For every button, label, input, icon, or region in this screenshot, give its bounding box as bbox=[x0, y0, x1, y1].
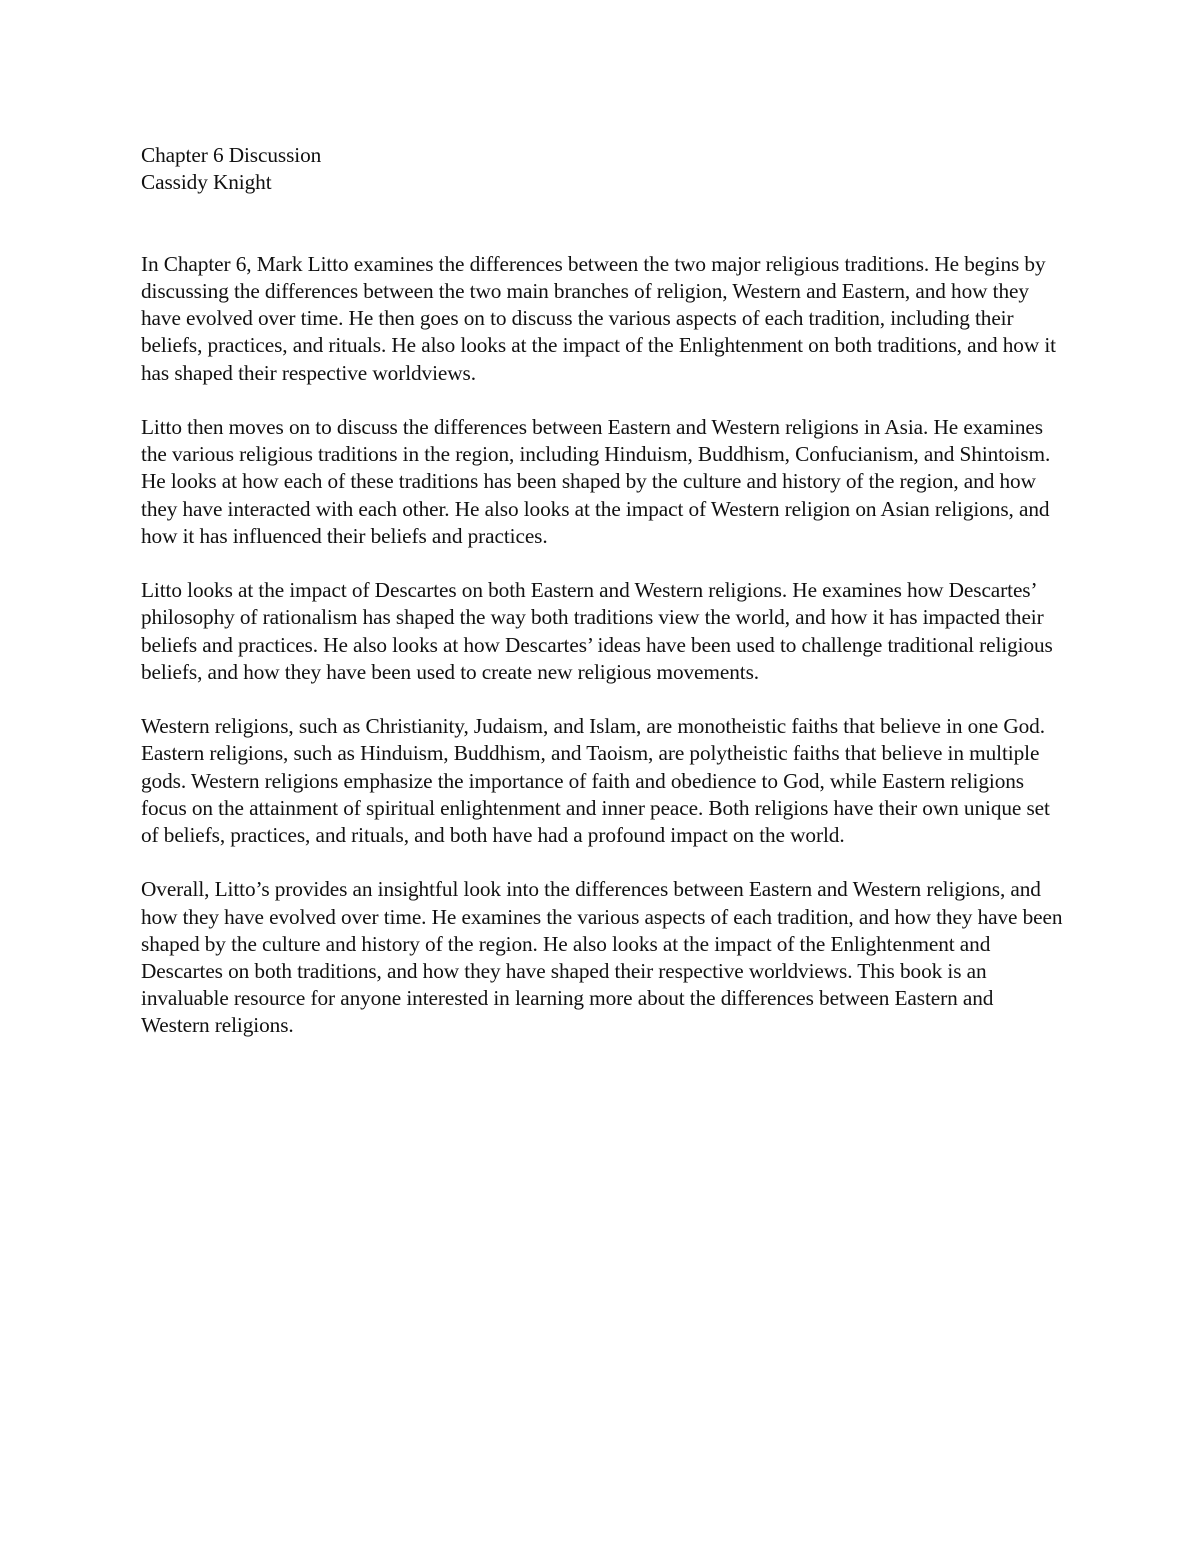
paragraph-asia: Litto then moves on to discuss the differences between Eastern and Western religions in Asia. He examines the various religious traditions in the region, including Hinduism, Buddhism, Confucianism, and Shintoism. He looks at how each of these traditions has been shaped by the culture and history of the region, and how they have interacted with each other. He also looks at the impact of Western religion on Asian religions, and how it has influenced their beliefs and practices. bbox=[141, 415, 1051, 548]
paragraph-intro: In Chapter 6, Mark Litto examines the differences between the two major religious traditions. He begins by discussing the differences between the two main branches of religion, Western and Eastern, and how they have evolved over time. He then goes on to discuss the various aspects of each tradition, including their beliefs, practices, and rituals. He also looks at the impact of the Enlightenment on both traditions, and how it has shaped their respective worldviews. bbox=[141, 251, 1056, 385]
document-body bbox=[141, 142, 1066, 1040]
paragraph-descartes: Litto looks at the impact of Descartes on both Eastern and Western religions. He examines how Descartes’ philosophy of rationalism has shaped the way both traditions view the world, and how it has impacted their beliefs and practices. He also looks at how Descartes’ ideas have been used to challenge traditional religious beliefs, and how they have been used to create new religious movements. bbox=[141, 578, 1053, 684]
document-title: Chapter 6 Discussion bbox=[141, 143, 322, 167]
paragraph-conclusion: Overall, Litto’s provides an insightful look into the differences between Eastern and Western religions, and how they have evolved over time. He examines the various aspects of each tradition, and how they have been shaped by the culture and history of the region. He also looks at the impact of the Enlightenment and Descartes on both traditions, and how they have shaped their respective worldviews. This book is an invaluable resource for anyone interested in learning more about the differences between Eastern and Western religions. bbox=[141, 877, 1063, 1038]
blank-line bbox=[141, 196, 1066, 250]
paragraph-comparison: Western religions, such as Christianity, Judaism, and Islam, are monotheistic faiths that believe in one God. Eastern religions, such as Hinduism, Buddhism, and Taoism, are polytheistic faiths that believe in multiple gods. Western religions emphasize the importance of faith and obedience to God, while Eastern religions focus on the attainment of spiritual enlightenment and inner peace. Both religions have their own unique set of beliefs, practices, and rituals, and both have had a profound impact on the world. bbox=[141, 714, 1050, 848]
document-author: Cassidy Knight bbox=[141, 170, 272, 195]
